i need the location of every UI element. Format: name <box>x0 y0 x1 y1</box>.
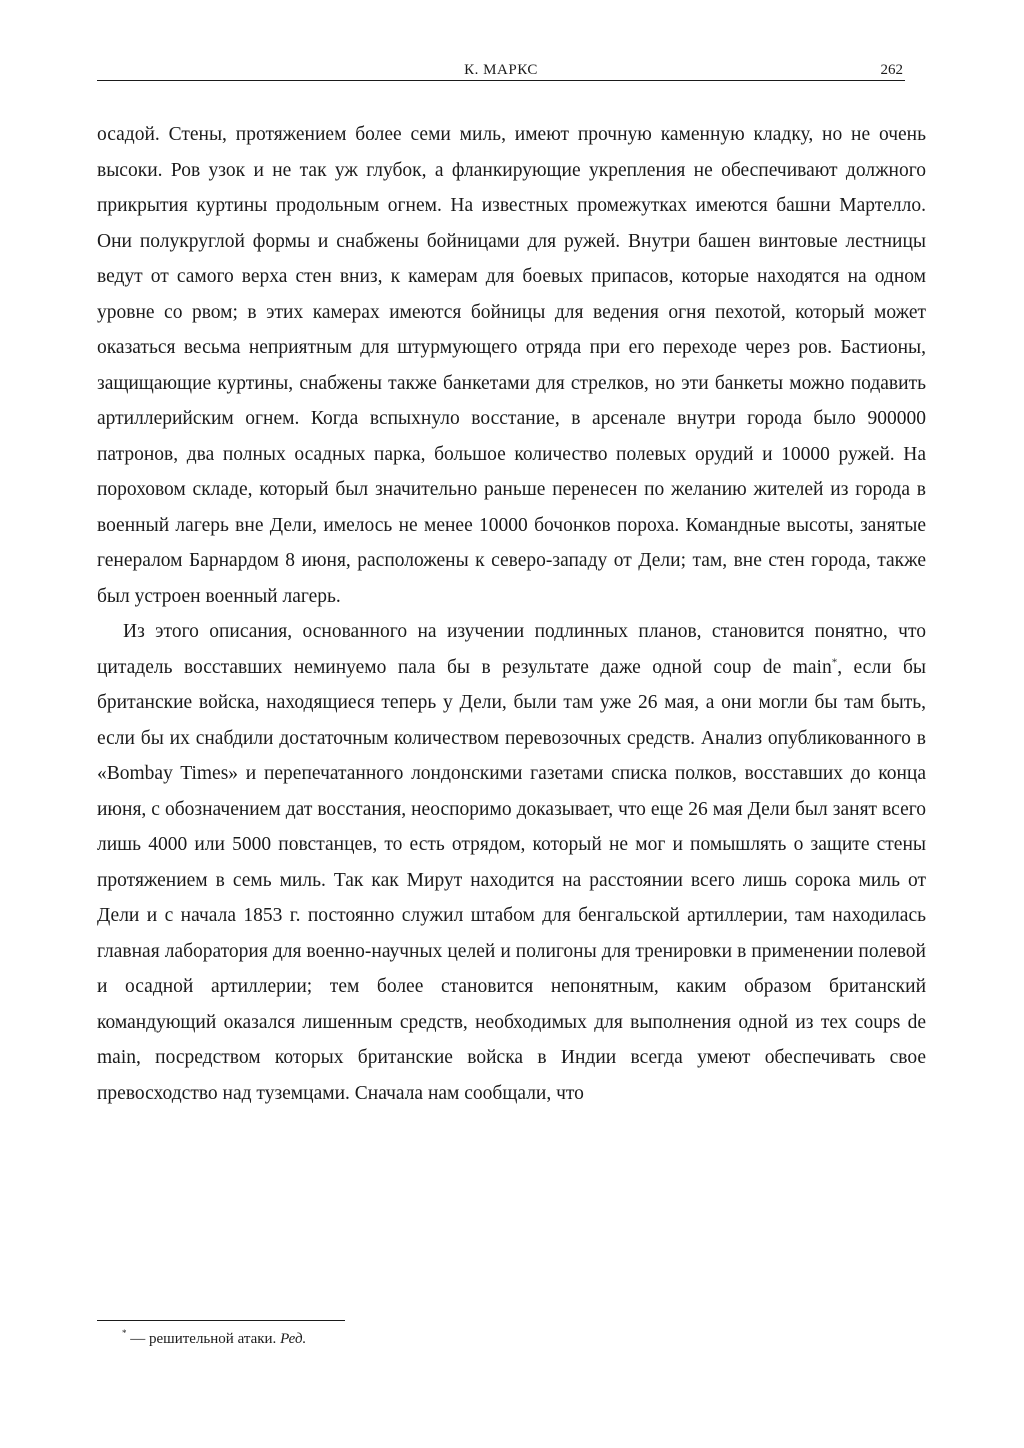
paragraph-1: осадой. Стены, протяжением более семи миль, имеют прочную каменную кладку, но не очень высоки. Ров узок и не так уж глубок, а фланкирующие укрепления не обеспечивают должного прикрытия куртины продольным огнем. На известных промежутках имеются башни Мартелло. Они полукруглой формы и снабжены бойницами для ружей. Внутри башен винтовые лестницы ведут от самого верха стен вниз, к камерам для боевых припасов, которые находятся на одном уровне со рвом; в этих камерах имеются бойницы для ведения огня пехотой, который может оказаться весьма неприятным для штурмующего отряда при его переходе через ров. Бастионы, защищающие куртины, снабжены также банкетами для стрелков, но эти банкеты можно подавить артиллерийским огнем. Когда вспыхнуло восстание, в арсенале внутри города было 900000 патронов, два полных осадных парка, большое количество полевых орудий и 10000 ружей. На пороховом складе, который был значительно раньше перенесен по желанию жителей из города в военный лагерь вне Дели, имелось не менее 10000 бочонков пороха. Командные высоты, занятые генералом Барнардом 8 июня, расположены к северо-западу от Дели; там, вне стен города, также был устроен военный лагерь. <box>97 124 926 607</box>
footnote-editor-note: Ред. <box>280 1331 307 1347</box>
page-number: 262 <box>880 62 903 78</box>
running-header-author: К. МАРКС <box>464 62 538 78</box>
footnote-reference[interactable]: * <box>831 655 838 668</box>
paragraph-2-text-after: , если бы британские войска, находящиеся теперь у Дели, были там уже 26 мая, а они могли бы там быть, если бы их снабдили достаточным количеством перевозочных средств. Анализ опубликованного в «Bombay Times» и перепечатанного лондонскими газетами списка полков, восставших до конца июня, с обозначением дат восстания, неоспоримо доказывает, что еще 26 мая Дели был занят всего лишь 4000 или 5000 повстанцев, то есть отрядом, который не мог и помышлять о защите стены протяжением в семь миль. Так как Мирут находится на расстоянии всего лишь сорока миль от Дели и с начала 1853 г. постоянно служил штабом для бенгальской артиллерии, там находилась главная лаборатория для военно-научных целей и полигоны для тренировки в применении полевой и осадной артиллерии; тем более становится непонятным, каким образом британский командующий оказался лишенным средств, необходимых для выполнения одной из тех coups de main, посредством которых британские войска в Индии всегда умеют обеспечивать свое превосходство над туземцами. Сначала нам сообщали, что <box>97 656 926 1104</box>
footnote <box>122 1329 306 1349</box>
body-text <box>97 117 926 1111</box>
footnote-text: — решительной атаки. <box>126 1331 281 1347</box>
footnote-rule <box>97 1320 345 1321</box>
footnote-marker: * <box>122 1327 127 1338</box>
running-header <box>97 60 905 80</box>
header-rule <box>97 80 905 81</box>
paragraph-2-text-before: Из этого описания, основанного на изучении подлинных планов, становится понятно, что цитадель восставших неминуемо пала бы в результате даже одной coup de main <box>97 621 926 678</box>
paragraph-2 <box>97 614 926 1111</box>
